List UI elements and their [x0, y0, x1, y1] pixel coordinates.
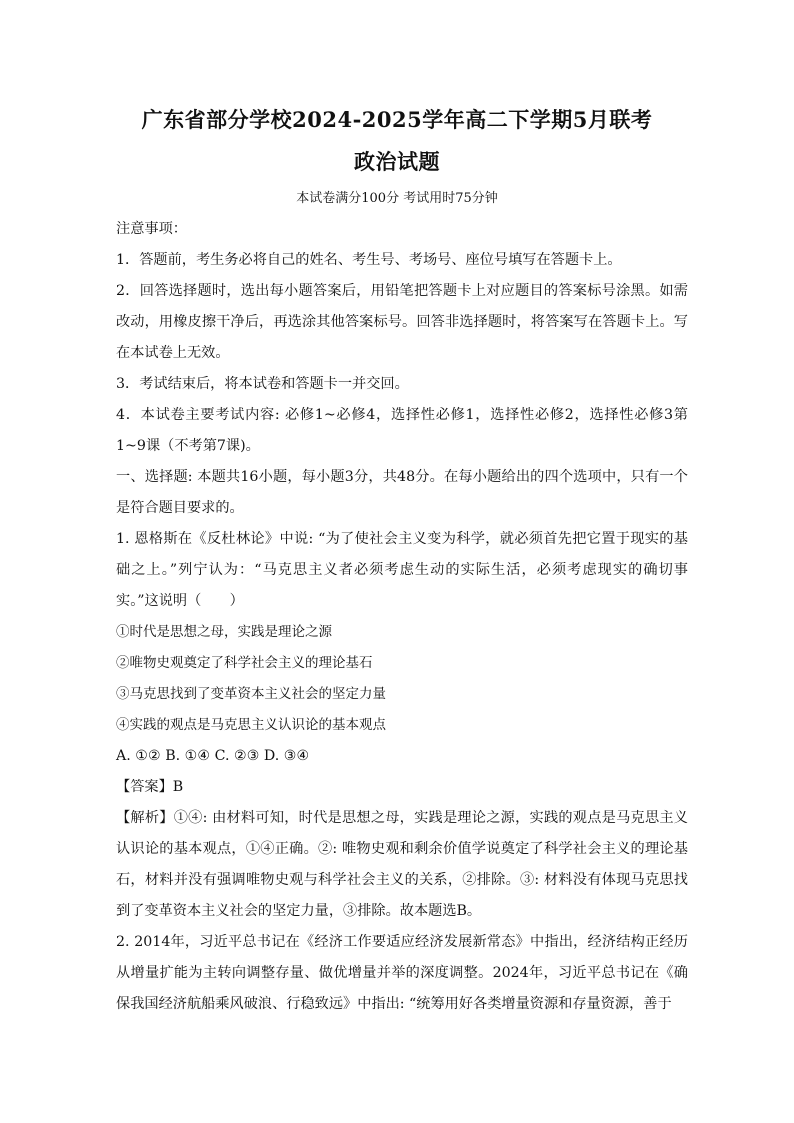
document-title: 广东省部分学校2024-2025学年高二下学期5月联考 — [141, 107, 653, 132]
notice-heading: 注意事项： — [116, 221, 187, 237]
section-heading: 一、选择题: 本题共16小题，每小题3分，共48分。在每小题给出的四个选项中，只有一个是符合题目要求的。 — [116, 469, 688, 516]
question-statement: ④实践的观点是马克思主义认识论的基本观点 — [116, 717, 386, 733]
question-statement: ②唯物史观奠定了科学社会主义的理论基石 — [116, 655, 373, 671]
analysis-text: 【解析】①④: 由材料可知，时代是思想之母，实践是理论之源，实践的观点是马克思主义认识论的基本观点，①④正确。②: 唯物史观和剩余价值学说奠定了科学社会主义的理论基石，材料并没有强调唯物史观与科学社会主义的关系，②排除。③: 材料没有体现马克思找到了变革资本主义社会的坚定力量，③排除。故本题选B。 — [116, 810, 688, 919]
notice-item: 2．回答选择题时，选出每小题答案后，用铅笔把答题卡上对应题目的答案标号涂黑。如需改动，用橡皮擦干净后，再选涂其他答案标号。回答非选择题时，将答案写在答题卡上。写在本试卷上无效。 — [116, 283, 688, 361]
question-statement: ①时代是思想之母，实践是理论之源 — [116, 624, 332, 640]
notice-item: 3．考试结束后，将本试卷和答题卡一并交回。 — [116, 376, 409, 392]
question-stem: 1. 恩格斯在《反杜林论》中说: “为了使社会主义变为科学，就必须首先把它置于现实的基础之上。”列宁认为：“马克思主义者必须考虑生动的实际生活，必须考虑现实的确切事实。”这说明（ ） — [116, 531, 688, 609]
question-choices: A. ①② B. ①④ C. ②③ D. ③④ — [116, 748, 310, 764]
notice-item: 1．答题前，考生务必将自己的姓名、考生号、考场号、座位号填写在答题卡上。 — [116, 252, 622, 268]
document-body — [116, 214, 688, 1020]
answer-line: 【答案】B — [116, 779, 184, 795]
notice-item: 4．本试卷主要考试内容: 必修1~必修4，选择性必修1，选择性必修2，选择性必修3第1~9课（不考第7课)。 — [116, 407, 688, 454]
question-statement: ③马克思找到了变革资本主义社会的坚定力量 — [116, 686, 386, 702]
document-subtitle: 政治试题 — [354, 149, 440, 174]
exam-info: 本试卷满分100分 考试用时75分钟 — [296, 191, 498, 206]
question-stem: 2. 2014年，习近平总书记在《经济工作要适应经济发展新常态》中指出，经济结构正经历从增量扩能为主转向调整存量、做优增量并举的深度调整。2024年，习近平总书记在《确保我国经济航船乘风破浪、行稳致远》中指出: “统筹用好各类增量资源和存量资源，善于 — [116, 934, 688, 1012]
